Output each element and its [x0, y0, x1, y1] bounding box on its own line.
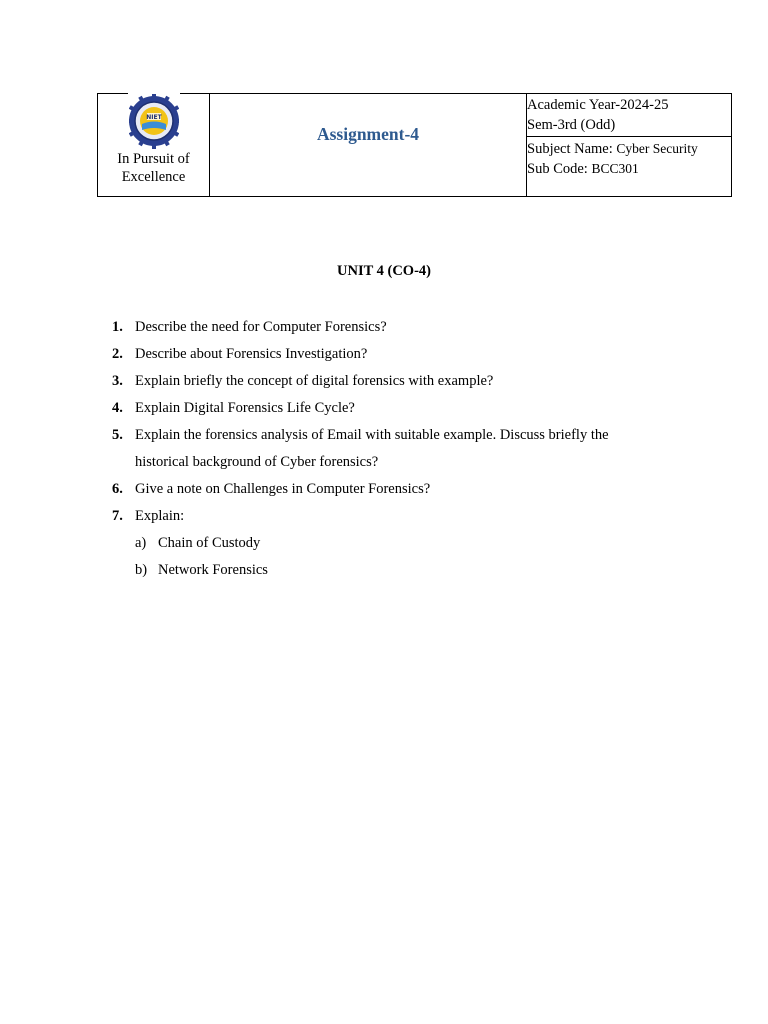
- sub-item-text: Chain of Custody: [158, 535, 261, 551]
- question-1: [0, 314, 768, 341]
- question-4: [0, 395, 768, 422]
- subject-name-row: [527, 139, 731, 159]
- academic-year: Academic Year-2024-25: [527, 97, 669, 113]
- question-text: Explain:: [135, 508, 185, 524]
- sub-item-b: [0, 557, 768, 584]
- sub-code-label: Sub Code:: [527, 161, 592, 177]
- question-text: Explain Digital Forensics Life Cycle?: [135, 400, 355, 416]
- question-2: [0, 341, 768, 368]
- question-3: [0, 368, 768, 395]
- subject-block: [527, 138, 731, 179]
- question-number: 3.: [112, 373, 123, 389]
- question-text: Give a note on Challenges in Computer Forensics?: [135, 481, 431, 497]
- assignment-title: Assignment-4: [316, 124, 420, 144]
- college-logo: [129, 94, 179, 150]
- semester: Sem-3rd (Odd): [527, 117, 616, 133]
- question-text-line-2: historical background of Cyber forensics?: [135, 454, 379, 470]
- motto-line-1: In Pursuit of: [117, 151, 190, 167]
- sub-item-text: Network Forensics: [158, 562, 268, 578]
- question-number: 2.: [112, 346, 123, 362]
- unit-heading: UNIT 4 (CO-4): [337, 263, 431, 279]
- question-5: [0, 422, 768, 476]
- motto: [98, 150, 209, 186]
- header-table: [97, 93, 732, 197]
- subject-value: Cyber Security: [616, 141, 698, 156]
- sub-code-row: [527, 159, 731, 179]
- sub-item-label: b): [135, 562, 148, 578]
- question-text: Describe the need for Computer Forensics?: [135, 319, 387, 335]
- question-text: Explain briefly the concept of digital forensics with example?: [135, 373, 494, 389]
- question-number: 6.: [112, 481, 123, 497]
- question-7: [0, 503, 768, 530]
- title-cell: [210, 94, 527, 196]
- question-6: [0, 476, 768, 503]
- logo-cell: [98, 94, 210, 196]
- motto-line-2: Excellence: [121, 169, 186, 185]
- question-list: [0, 314, 768, 584]
- question-text-line-1: Explain the forensics analysis of Email with suitable example. Discuss briefly the: [135, 427, 609, 443]
- question-text: Describe about Forensics Investigation?: [135, 346, 368, 362]
- question-number: 5.: [112, 427, 123, 443]
- subject-label: Subject Name:: [527, 141, 617, 157]
- year-semester-block: [527, 94, 731, 137]
- question-number: 4.: [112, 400, 123, 416]
- question-number: 1.: [112, 319, 123, 335]
- sub-code-value: BCC301: [591, 161, 639, 176]
- sub-item-label: a): [135, 535, 147, 551]
- sub-item-a: [0, 530, 768, 557]
- info-cell: [527, 94, 731, 196]
- question-number: 7.: [112, 508, 123, 524]
- svg-text:NIET: NIET: [146, 114, 162, 121]
